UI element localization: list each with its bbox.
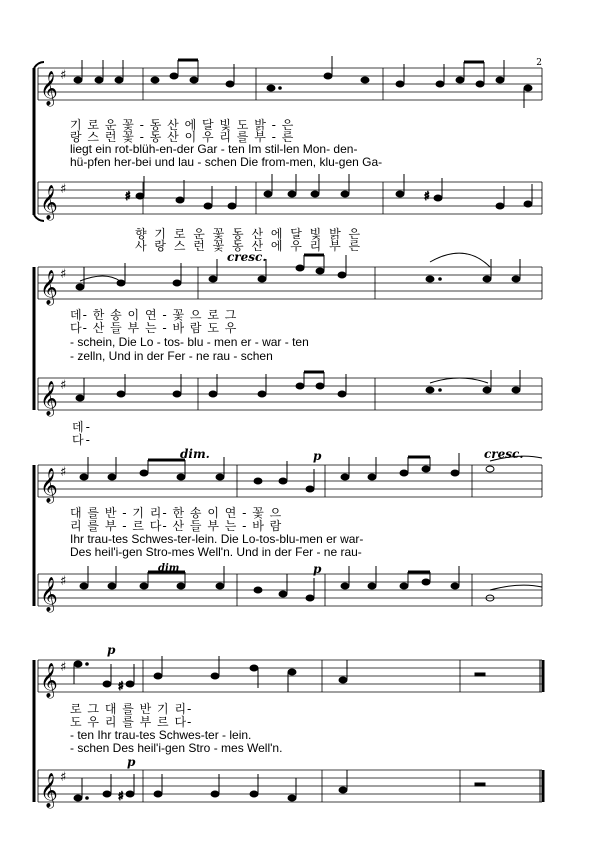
lyric-line: 데- 한 송 이 연 - 꽃 으 로 그: [70, 308, 238, 322]
dynamic-marking: p: [313, 449, 322, 463]
lyric-line: - zelln, Und in der Fer - ne rau - schen: [70, 349, 273, 363]
svg-text:♯: ♯: [118, 679, 124, 693]
treble-clef-icon: 𝄞: [40, 71, 58, 106]
dynamic-marking: p: [107, 643, 116, 657]
treble-clef-icon: 𝄞: [40, 185, 58, 220]
svg-text:♯: ♯: [60, 574, 67, 589]
lyric-line-lower: 사 랑 스 런 꽃 동 산 에 우 리 부 른: [135, 239, 363, 253]
lyric-line: 리 를 부 - 르 다- 산 들 부 는 - 바 람: [70, 519, 283, 533]
svg-text:𝄞: 𝄞: [40, 577, 58, 612]
svg-text:♯: ♯: [60, 770, 67, 785]
dynamic-marking: dim: [158, 563, 180, 574]
dynamic-marking: cresc.: [484, 447, 524, 461]
lyric-line: Des heil'i-gen Stro-mes Well'n. Und in der Fer - ne rau-: [70, 545, 362, 559]
svg-text:𝄞: 𝄞: [40, 270, 58, 305]
lyric-line: 기 로 운 꽃 - 동 산 에 달 빛 도 밝 - 은: [70, 118, 295, 132]
svg-text:♯: ♯: [60, 182, 67, 197]
dynamic-marking: dim.: [180, 447, 210, 461]
svg-text:♯: ♯: [60, 68, 67, 83]
svg-text:♯: ♯: [60, 660, 67, 675]
svg-text:♯: ♯: [60, 465, 67, 480]
lyric-line: liegt ein rot-blüh-en-der Gar - ten Im stil-len Mon- den-: [70, 142, 358, 156]
svg-text:♯: ♯: [60, 267, 67, 282]
lyric-line: 대 를 반 - 기 리- 한 송 이 연 - 꽃 으: [70, 506, 283, 520]
svg-text:𝄞: 𝄞: [40, 773, 58, 808]
dynamic-marking: p: [127, 755, 136, 769]
lyric-line: - ten Ihr trau-tes Schwes-ter - lein.: [70, 728, 252, 742]
lyric-line: 랑 스 런 꽃 - 동 산 이 우 리 를 부 - 른: [70, 130, 295, 144]
dynamic-marking: cresc.: [227, 250, 267, 264]
lyric-line: 로 그 대 를 반 기 리-: [70, 702, 193, 716]
svg-text:♯: ♯: [424, 189, 430, 203]
svg-text:𝄞: 𝄞: [40, 468, 58, 503]
lyric-line-lower: 향 기 로 운 꽃 동 산 에 달 빛 밝 은: [135, 227, 363, 241]
svg-text:𝄞: 𝄞: [40, 381, 58, 416]
lyric-line: 다- 산 들 부 는 - 바 람 도 우: [70, 321, 238, 335]
lyric-line: - schen Des heil'i-gen Stro - mes Well'n.: [70, 741, 283, 755]
page-number: 2: [536, 58, 542, 68]
lyric-line-lower: 다-: [72, 433, 92, 447]
svg-text:♯: ♯: [125, 189, 131, 203]
svg-text:𝄞: 𝄞: [40, 663, 58, 698]
dynamic-marking: p: [313, 562, 322, 576]
lyric-line-lower: 데-: [72, 420, 92, 434]
svg-text:♯: ♯: [60, 378, 67, 393]
lyric-line: 도 우 리 를 부 르 다-: [70, 715, 193, 729]
lyric-line: Ihr trau-tes Schwes-ter-lein. Die Lo-tos-blu-men er war-: [70, 532, 364, 546]
lyric-line: - schein, Die Lo - tos- blu - men er - war - ten: [70, 335, 309, 349]
lyric-line: hü-pfen her-bei und lau - schen Die from-men, klu-gen Ga-: [70, 155, 383, 169]
svg-text:♯: ♯: [118, 789, 124, 803]
